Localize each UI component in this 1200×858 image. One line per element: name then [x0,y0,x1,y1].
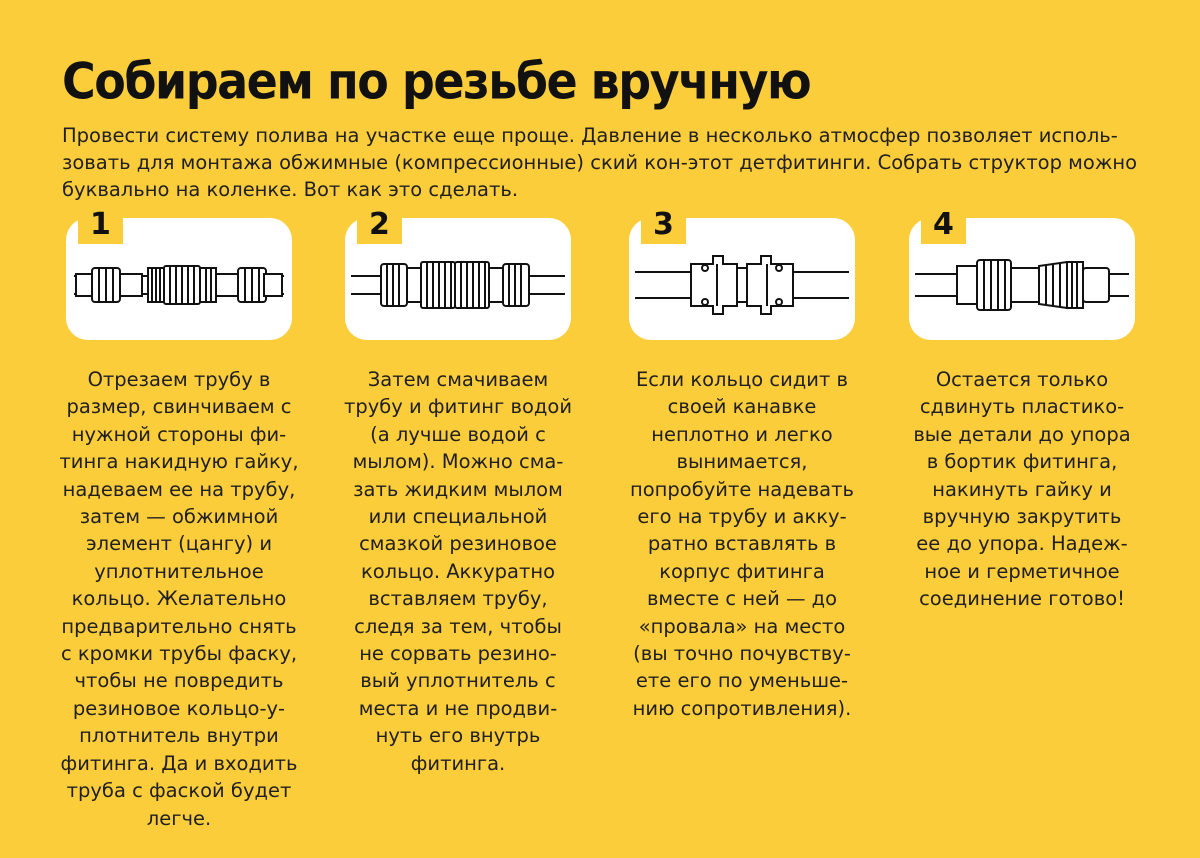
text-line: плотнитель внутри [79,724,279,748]
text-line: надеваем ее на трубу, [62,477,296,501]
text-line: Остается только [935,368,1109,391]
text-line: фитинга. Да и входить [60,751,298,775]
text-line: не сорвать резино- [359,642,557,666]
text-line: вынимается, [676,450,808,474]
text-line: корпус фитинга [659,559,825,583]
text-line: Отрезаем трубу в [87,368,271,391]
text-line: резиновое кольцо-у- [72,696,286,720]
text-line: (а лучше водой с [370,422,546,446]
text-line: ете его по уменьше- [635,669,849,693]
text-line: соединение готово! [919,587,1125,611]
text-line: ное и герметичное [924,559,1120,583]
text-line: его на трубу и акку- [637,505,847,529]
step-number-badge: 2 [357,204,402,244]
text-line: кольцо. Аккуратно [360,559,556,583]
text-line: сдвинуть пластико- [919,395,1125,419]
step-3-card [629,207,855,340]
text-line: затем — обжимной [79,505,279,529]
text-line: ратно вставлять в [647,532,837,556]
text-line: нужной стороны фи- [71,422,287,446]
text-line: попробуйте надевать [629,477,854,501]
text-line: фитинга. [410,751,506,775]
text-line: тинга накидную гайку, [59,450,299,474]
text-line: следя за тем, чтобы [354,614,562,638]
step-2-card [345,207,571,340]
text-line: элемент (цангу) и [85,532,273,556]
text-line: уплотнительное [94,559,264,583]
text-line: мылом). Можно сма- [352,450,564,474]
text-line: размер, свинчиваем с [66,395,292,419]
text-line: кольцо. Желательно [71,587,287,611]
text-line: нуть его внутрь [375,724,541,748]
intro-line: зовать для монтажа обжимные (компрессионные) ский кон-этот детфитинги. Собрать структор можно [62,151,1138,174]
text-line: вые детали до упора [913,422,1131,446]
text-line: предварительно снять [61,614,297,638]
intro-line: Провести систему полива на участке еще проще. Давление в несколько атмосфер позволяет исполь- [62,124,1118,147]
intro-paragraph [62,122,1152,203]
text-line: или специальной [368,505,548,529]
text-line: накинуть гайку и [932,477,1112,501]
text-line: места и не продви- [358,696,558,720]
text-line: вый уплотнитель с [360,669,556,693]
text-line: неплотно и легко [651,422,833,446]
text-line: в бортик фитинга, [926,450,1118,474]
text-line: «провала» на место [638,614,846,638]
text-line: Если кольцо сидит в [635,368,849,391]
text-line: нию сопротивления). [632,696,852,720]
text-line: своей канавке [667,395,817,419]
text-line: (вы точно почувству- [633,642,851,666]
step-number-badge: 3 [641,204,686,244]
step-3-text [617,366,867,722]
text-line: вручную закрутить [922,505,1122,529]
text-line: зать жидким мылом [353,477,563,501]
step-4-card [909,207,1135,340]
text-line: трубу и фитинг водой [344,395,572,419]
text-line: вместе с ней — до [646,587,838,611]
step-4-text [897,366,1147,613]
text-line: труба с фаской будет [66,779,292,803]
text-line: Затем смачиваем [367,368,549,391]
intro-line: буквально на коленке. Вот как это сделать. [62,178,519,201]
page-title: Собираем по резьбе вручную [62,52,811,111]
step-1-text [54,366,304,832]
text-line: легче. [146,806,212,830]
text-line: смазкой резиновое [359,532,557,556]
text-line: ее до упора. Надеж- [916,532,1128,556]
text-line: вставляем трубу, [368,587,548,611]
step-number-badge: 4 [921,204,966,244]
step-number-badge: 1 [78,204,123,244]
text-line: чтобы не повредить [74,669,284,693]
step-1-card [66,207,292,340]
text-line: с кромки трубы фаску, [60,642,298,666]
step-2-text [333,366,583,777]
